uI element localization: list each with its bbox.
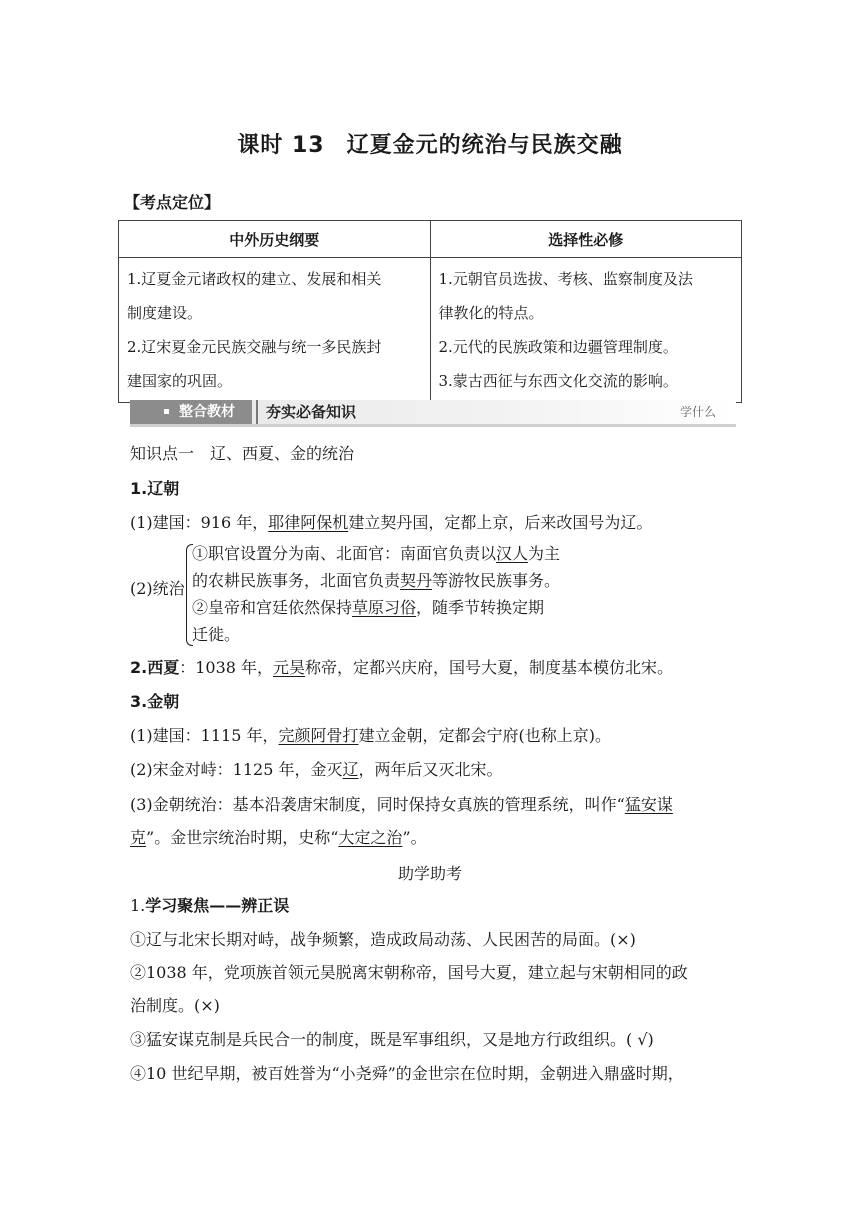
underlined-answer: 猛安谋 — [624, 795, 673, 814]
banner-left — [130, 400, 252, 424]
underlined-answer: 大定之治 — [338, 828, 403, 847]
underlined-answer: 辽 — [342, 760, 359, 779]
table-line: 律教化的特点。 — [438, 304, 544, 322]
section-label-kaodian: 【考点定位】 — [124, 193, 221, 212]
underlined-answer: 耶律阿保机 — [268, 513, 349, 532]
focus-item: ①辽与北宋长期对峙，战争频繁，造成政局动荡、人民困苦的局面。(×) — [130, 930, 636, 949]
underlined-answer: 草原习俗 — [352, 598, 417, 617]
text-span: 等游牧民族事务。 — [432, 571, 561, 590]
liao-tongzhi-line4: 迁徙。 — [192, 625, 241, 644]
jin-tongzhi-line2 — [130, 827, 427, 849]
section-banner — [130, 400, 736, 427]
zhuxue-heading: 助学助考 — [397, 864, 462, 883]
jin-duizhi — [130, 759, 503, 781]
text-span: 为主 — [528, 544, 561, 563]
text-span: ，两年后又灭北宋。 — [358, 760, 503, 779]
text-span: 称帝，定都兴庆府，国号大夏，制度基本模仿北宋。 — [305, 658, 674, 677]
liao-heading: 1.辽朝 — [130, 479, 180, 498]
underlined-answer: 汉人 — [496, 544, 529, 563]
banner-right-label: 学什么 — [679, 405, 716, 419]
table-header-gangyao: 中外历史纲要 — [119, 221, 431, 258]
focus-item: ④10 世纪早期，被百姓誉为“小尧舜”的金世宗在位时期，金朝进入鼎盛时期， — [130, 1064, 684, 1083]
table-line: 1.元朝官员选拔、考核、监察制度及法 — [438, 270, 693, 288]
focus-item: ③猛安谋克制是兵民合一的制度，既是军事组织，又是地方行政组织。( √) — [130, 1030, 654, 1049]
focus-heading — [130, 895, 289, 917]
table-header-bixiu: 选择性必修 — [430, 221, 742, 258]
square-icon — [164, 409, 169, 414]
xixia-heading: 2.西夏 — [130, 658, 180, 677]
knowledge-point-heading: 知识点一 辽、西夏、金的统治 — [130, 444, 355, 463]
table-cell-bixiu — [430, 258, 742, 403]
underlined-answer: 克 — [130, 828, 147, 847]
text-span: (2)宋金对峙：1125 年，金灭 — [130, 760, 343, 779]
text-span: ”。 — [402, 828, 427, 847]
jin-heading: 3.金朝 — [130, 692, 180, 711]
text-span: ”。金世宗统治时期，史称“ — [146, 828, 339, 847]
liao-tongzhi-label: (2)统治 — [130, 579, 185, 598]
table-line: 建国家的巩固。 — [127, 372, 233, 390]
text-span: ，随季节转换定期 — [416, 598, 545, 617]
text-span: (1)建国：916 年， — [130, 513, 269, 532]
lesson-number: 课时 13 — [237, 133, 325, 158]
page-title — [0, 128, 860, 159]
underlined-answer: 元昊 — [273, 658, 306, 677]
underlined-answer: 完颜阿骨打 — [278, 726, 359, 745]
table-line: 制度建设。 — [127, 304, 203, 322]
banner-left-label: 整合教材 — [179, 404, 235, 420]
focus-item: 治制度。(×) — [130, 996, 220, 1015]
table-line: 3.蒙古西征与东西文化交流的影响。 — [438, 372, 678, 390]
table-line: 2.辽宋夏金元民族交融与统一多民族封 — [127, 338, 382, 356]
liao-tongzhi-line1 — [192, 543, 560, 565]
liao-jianguo — [130, 512, 652, 534]
liao-tongzhi-line2 — [192, 570, 560, 592]
jin-jianguo — [130, 725, 611, 747]
lesson-topic: 辽夏金元的统治与民族交融 — [346, 133, 623, 158]
text-span: (1)建国：1115 年， — [130, 726, 279, 745]
focus-item: ②1038 年，党项族首领元昊脱离宋朝称帝，国号大夏，建立起与宋朝相同的政 — [130, 963, 688, 982]
text-span: ：1038 年， — [179, 658, 274, 677]
text-span: 1. — [130, 896, 146, 915]
text-span: ①职官设置分为南、北面官：南面官负责以 — [192, 544, 497, 563]
table-cell-gangyao — [119, 258, 431, 403]
underlined-answer: 契丹 — [400, 571, 433, 590]
text-span: 的农耕民族事务，北面官负责 — [192, 571, 401, 590]
jin-tongzhi-line1 — [130, 794, 673, 816]
text-span: 建立契丹国，定都上京，后来改国号为辽。 — [348, 513, 653, 532]
liao-tongzhi-line3 — [192, 597, 544, 619]
xixia-paragraph — [130, 657, 673, 679]
curriculum-table — [118, 220, 742, 403]
banner-mid-label: 夯实必备知识 — [256, 400, 356, 424]
table-line: 2.元代的民族政策和边疆管理制度。 — [438, 338, 678, 356]
text-span: 建立金朝，定都会宁府(也称上京)。 — [358, 726, 611, 745]
text-span: (3)金朝统治：基本沿袭唐宋制度，同时保持女真族的管理系统，叫作“ — [130, 795, 625, 814]
text-span: ②皇帝和宫廷依然保持 — [192, 598, 353, 617]
focus-title: 学习聚焦——辨正误 — [145, 896, 290, 915]
table-line: 1.辽夏金元诸政权的建立、发展和相关 — [127, 270, 382, 288]
